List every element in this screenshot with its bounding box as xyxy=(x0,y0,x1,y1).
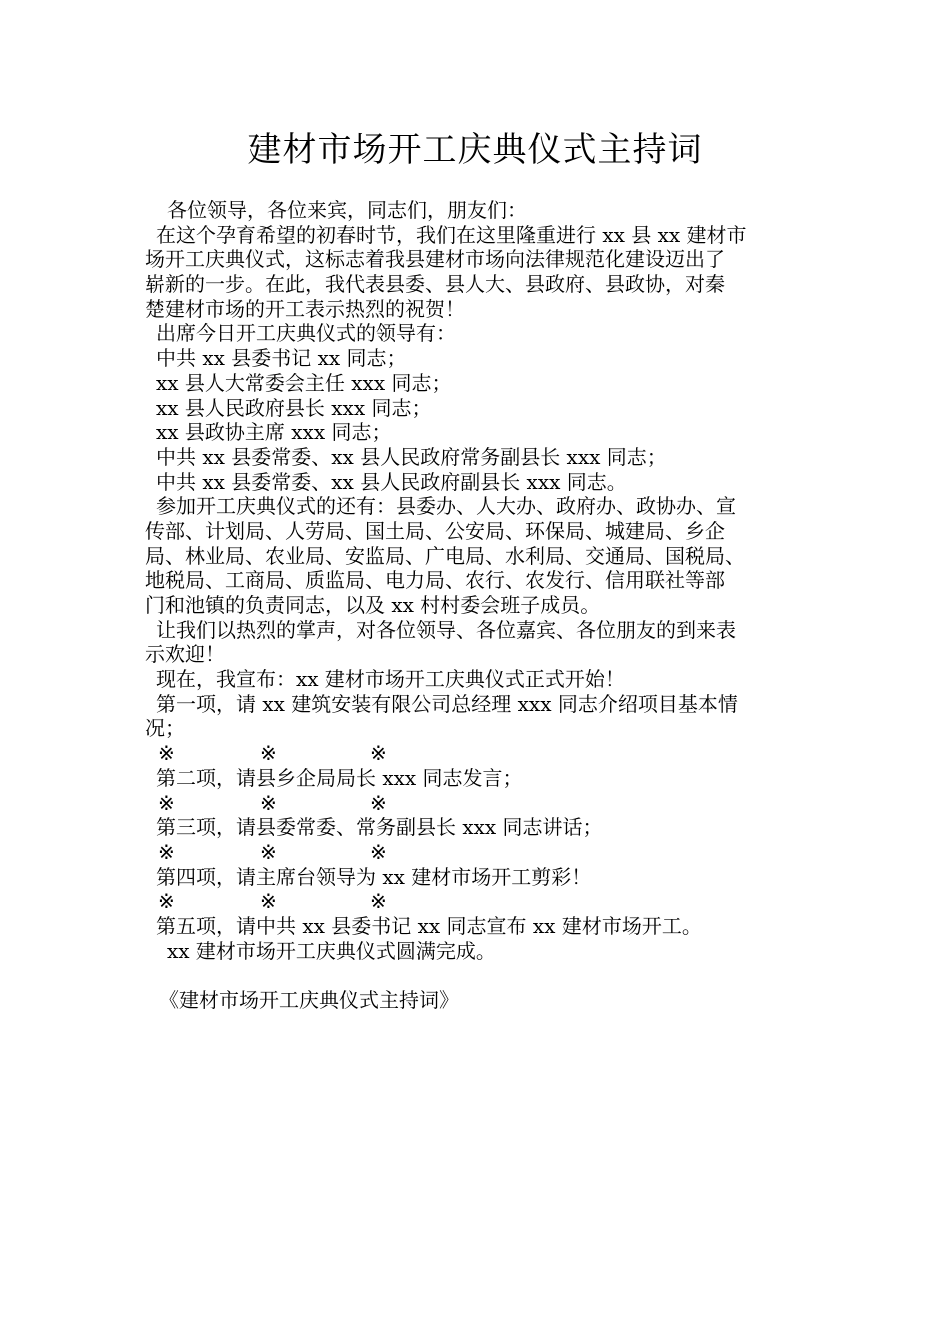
item-2: 第二项，请县乡企局局长 xxx 同志发言； xyxy=(156,765,523,790)
attendees-line: 传部、计划局、人劳局、国土局、公安局、环保局、城建局、乡企 xyxy=(145,518,725,543)
leader-item: xx 县政协主席 xxx 同志； xyxy=(156,420,392,445)
intro-line: 崭新的一步。在此，我代表县委、县人大、县政府、县政协，对秦 xyxy=(145,272,725,297)
separator xyxy=(145,741,813,766)
announcement: 现在，我宣布：xx 建材市场开工庆典仪式正式开始！ xyxy=(156,667,625,692)
leader-item: 中共 xx 县委书记 xx 同志； xyxy=(156,346,407,371)
separator-mark: ※ xyxy=(260,741,277,766)
closing: xx 建材市场开工庆典仪式圆满完成。 xyxy=(167,938,496,963)
intro-line: 场开工庆典仪式，这标志着我县建材市场向法律规范化建设迈出了 xyxy=(145,247,725,272)
separator xyxy=(145,840,813,865)
attendees-line: 地税局、工商局、质监局、电力局、农行、农发行、信用联社等部 xyxy=(145,568,725,593)
separator-mark: ※ xyxy=(158,790,175,815)
separator-mark: ※ xyxy=(158,839,175,864)
attendees-line: 门和池镇的负责同志，以及 xx 村村委会班子成员。 xyxy=(145,593,601,617)
leaders-intro: 出席今日开工庆典仪式的领导有： xyxy=(156,321,456,346)
intro-line: 楚建材市场的开工表示热烈的祝贺！ xyxy=(145,296,465,321)
item-3: 第三项，请县委常委、常务副县长 xxx 同志讲话； xyxy=(156,815,603,840)
separator-mark: ※ xyxy=(370,889,387,914)
document-title: 建材市场开工庆典仪式主持词 xyxy=(247,130,703,170)
separator-mark: ※ xyxy=(260,889,277,914)
leader-item: xx 县人民政府县长 xxx 同志； xyxy=(156,395,432,420)
welcome-line: 示欢迎！ xyxy=(145,642,225,667)
separator xyxy=(145,791,813,816)
item-4: 第四项，请主席台领导为 xx 建材市场开工剪彩！ xyxy=(156,864,592,889)
leader-item: 中共 xx 县委常委、xx 县人民政府副县长 xxx 同志。 xyxy=(156,469,627,494)
item-5: 第五项，请中共 xx 县委书记 xx 同志宣布 xx 建材市场开工。 xyxy=(156,913,702,938)
footer-title: 《建材市场开工庆典仪式主持词》 xyxy=(159,988,459,1012)
item-1-line: 况； xyxy=(145,716,185,741)
document-body xyxy=(145,198,813,1013)
leader-item: xx 县人大常委会主任 xxx 同志； xyxy=(156,370,452,395)
separator-mark: ※ xyxy=(260,839,277,864)
separator-mark: ※ xyxy=(158,741,175,766)
separator-mark: ※ xyxy=(370,839,387,864)
item-1-line: 第一项，请 xx 建筑安装有限公司总经理 xxx 同志介绍项目基本情 xyxy=(156,691,738,716)
separator-mark: ※ xyxy=(260,790,277,815)
blank-line xyxy=(145,963,813,988)
separator-mark: ※ xyxy=(370,790,387,815)
intro-line: 在这个孕育希望的初春时节，我们在这里隆重进行 xx 县 xx 建材市 xyxy=(156,222,747,247)
attendees-line: 参加开工庆典仪式的还有：县委办、人大办、政府办、政协办、宣 xyxy=(156,494,736,519)
separator-mark: ※ xyxy=(158,889,175,914)
leader-item: 中共 xx 县委常委、xx 县人民政府常务副县长 xxx 同志； xyxy=(156,444,667,469)
separator xyxy=(145,889,813,914)
greeting: 各位领导，各位来宾，同志们，朋友们： xyxy=(167,198,527,222)
separator-mark: ※ xyxy=(370,741,387,766)
welcome-line: 让我们以热烈的掌声，对各位领导、各位嘉宾、各位朋友的到来表 xyxy=(156,617,736,642)
attendees-line: 局、林业局、农业局、安监局、广电局、水利局、交通局、国税局、 xyxy=(145,543,745,568)
